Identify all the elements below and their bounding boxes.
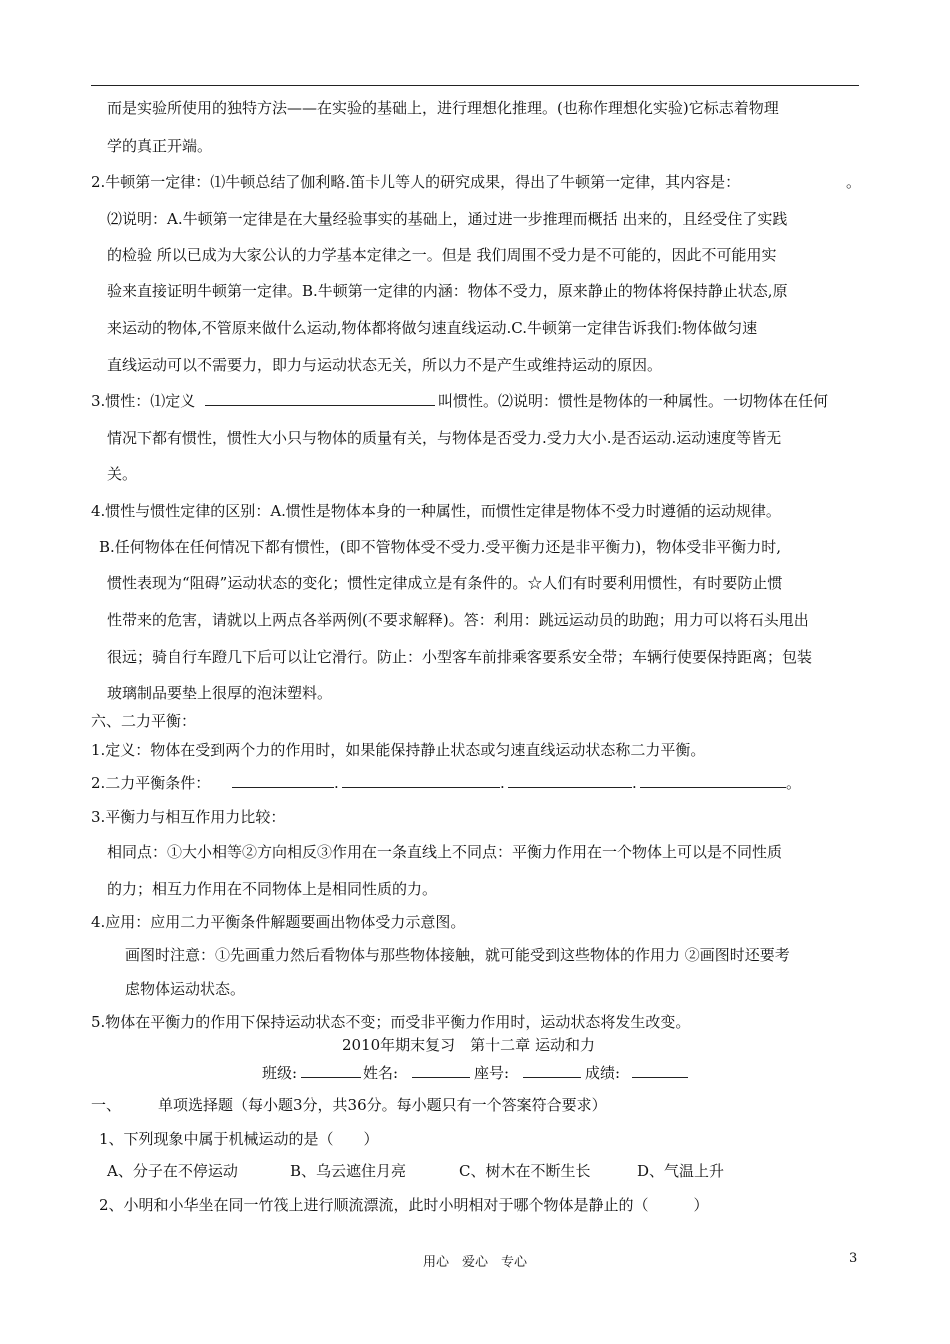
text-line: 虑物体运动状态。 (125, 980, 246, 998)
text-line: 5.物体在平衡力的作用下保持运动状态不变；而受非平衡力作用时，运动状态将发生改变。 (91, 1013, 691, 1031)
option-b: B、乌云遮住月亮 (290, 1162, 407, 1180)
text-line: 1.定义：物体在受到两个力的作用时，如果能保持静止状态或匀速直线运动状态称二力平衡。 (91, 741, 706, 759)
text-line: 叫惯性。⑵说明：惯性是物体的一种属性。一切物体在任何 (438, 392, 829, 410)
score-field (632, 1063, 688, 1078)
question-2: 2、小明和小华坐在同一竹筏上进行顺流漂流，此时小明相对于哪个物体是静止的（ ） (99, 1196, 709, 1214)
answer-blank (508, 773, 632, 788)
text-line: 性带来的危害，请就以上两点各举两例(不要求解释)。答：利用：跳远运动员的助跑；用力可以将石头甩出 (107, 611, 809, 629)
text-line: 3.平衡力与相互作用力比较： (91, 808, 286, 826)
text-line: 的检验 所以已成为大家公认的力学基本定律之一。但是 我们周围不受力是不可能的，因此不可能用实 (107, 246, 777, 264)
text-line: 2.牛顿第一定律：⑴牛顿总结了伽利略.笛卡儿等人的研究成果，得出了牛顿第一定律，其内容是： (91, 173, 741, 191)
text-line: 的力；相互力作用在不同物体上是相同性质的力。 (107, 880, 438, 898)
text-line: B.任何物体在任何情况下都有惯性，(即不管物体受不受力.受平衡力还是非平衡力)，物体受非平衡力时, (99, 538, 782, 556)
text-line: 学的真正开端。 (107, 137, 213, 155)
seat-label: 座号: (474, 1064, 510, 1082)
text-line: 直线运动可以不需要力，即力与运动状态无关，所以力不是产生或维持运动的原因。 (107, 356, 663, 374)
footer-motto: 用心 爱心 专心 (422, 1255, 527, 1270)
text-line: 惯性表现为“阻碍”运动状态的变化；惯性定律成立是有条件的。☆人们有时要利用惯性，有时要防止惯 (107, 574, 783, 592)
text-line: 玻璃制品要垫上很厚的泡沫塑料。 (107, 684, 333, 702)
answer-blank (205, 391, 435, 406)
name-label: 姓名: (363, 1064, 399, 1082)
exam-title: 2010年期末复习 第十二章 运动和力 (342, 1036, 595, 1054)
option-d: D、气温上升 (637, 1162, 725, 1180)
section-heading: 六、二力平衡： (91, 712, 197, 730)
score-label: 成绩: (585, 1064, 621, 1082)
text-line: . (500, 774, 505, 792)
option-a: A、分子在不停运动 (107, 1162, 238, 1180)
header-rule (91, 85, 859, 86)
text-line: 2.二力平衡条件： (91, 774, 211, 792)
page-number: 3 (849, 1251, 858, 1266)
section-title: 单项选择题（每小题3分，共36分。每小题只有一个答案符合要求） (158, 1096, 607, 1114)
text-line: 来运动的物体,不管原来做什么运动,物体都将做匀速直线运动.C.牛顿第一定律告诉我们:物体做匀速 (107, 319, 758, 337)
text-line: 。 (846, 173, 862, 191)
text-line: 很远；骑自行车蹬几下后可以让它滑行。防止：小型客车前排乘客要系安全带；车辆行使要保持距离；包装 (107, 648, 813, 666)
answer-blank (640, 773, 786, 788)
class-field (301, 1063, 361, 1078)
text-line: 4.应用：应用二力平衡条件解题要画出物体受力示意图。 (91, 913, 466, 931)
text-line: ⑵说明：A.牛顿第一定律是在大量经验事实的基础上，通过进一步推理而概括 出来的，且经受住了实践 (107, 210, 788, 228)
section-number: 一、 (91, 1096, 122, 1114)
name-field (412, 1063, 470, 1078)
text-line: 3.惯性：⑴定义 (91, 392, 196, 410)
answer-blank (232, 773, 334, 788)
text-line: 画图时注意：①先画重力然后看物体与那些物体接触，就可能受到这些物体的作用力 ②画图时还要考 (125, 946, 790, 964)
text-line: 关。 (107, 465, 138, 483)
text-line: . (334, 774, 339, 792)
question-1: 1、下列现象中属于机械运动的是（ ） (99, 1130, 379, 1148)
text-line: 情况下都有惯性，惯性大小只与物体的质量有关，与物体是否受力.受力大小.是否运动.运动速度等皆无 (107, 429, 782, 447)
text-line: 而是实验所使用的独特方法——在实验的基础上，进行理想化推理。(也称作理想化实验)它标志着物理 (107, 99, 779, 117)
text-line: 验来直接证明牛顿第一定律。B.牛顿第一定律的内涵：物体不受力，原来静止的物体将保持静止状态,原 (107, 282, 788, 300)
class-label: 班级: (262, 1064, 298, 1082)
seat-field (523, 1063, 581, 1078)
text-line: 4.惯性与惯性定律的区别：A.惯性是物体本身的一种属性，而惯性定律是物体不受力时遵循的运动规律。 (91, 502, 781, 520)
answer-blank (342, 773, 500, 788)
text-line: 。 (786, 774, 802, 792)
text-line: . (632, 774, 637, 792)
option-c: C、树木在不断生长 (459, 1162, 591, 1180)
text-line: 相同点：①大小相等②方向相反③作用在一条直线上不同点：平衡力作用在一个物体上可以是不同性质 (107, 843, 783, 861)
